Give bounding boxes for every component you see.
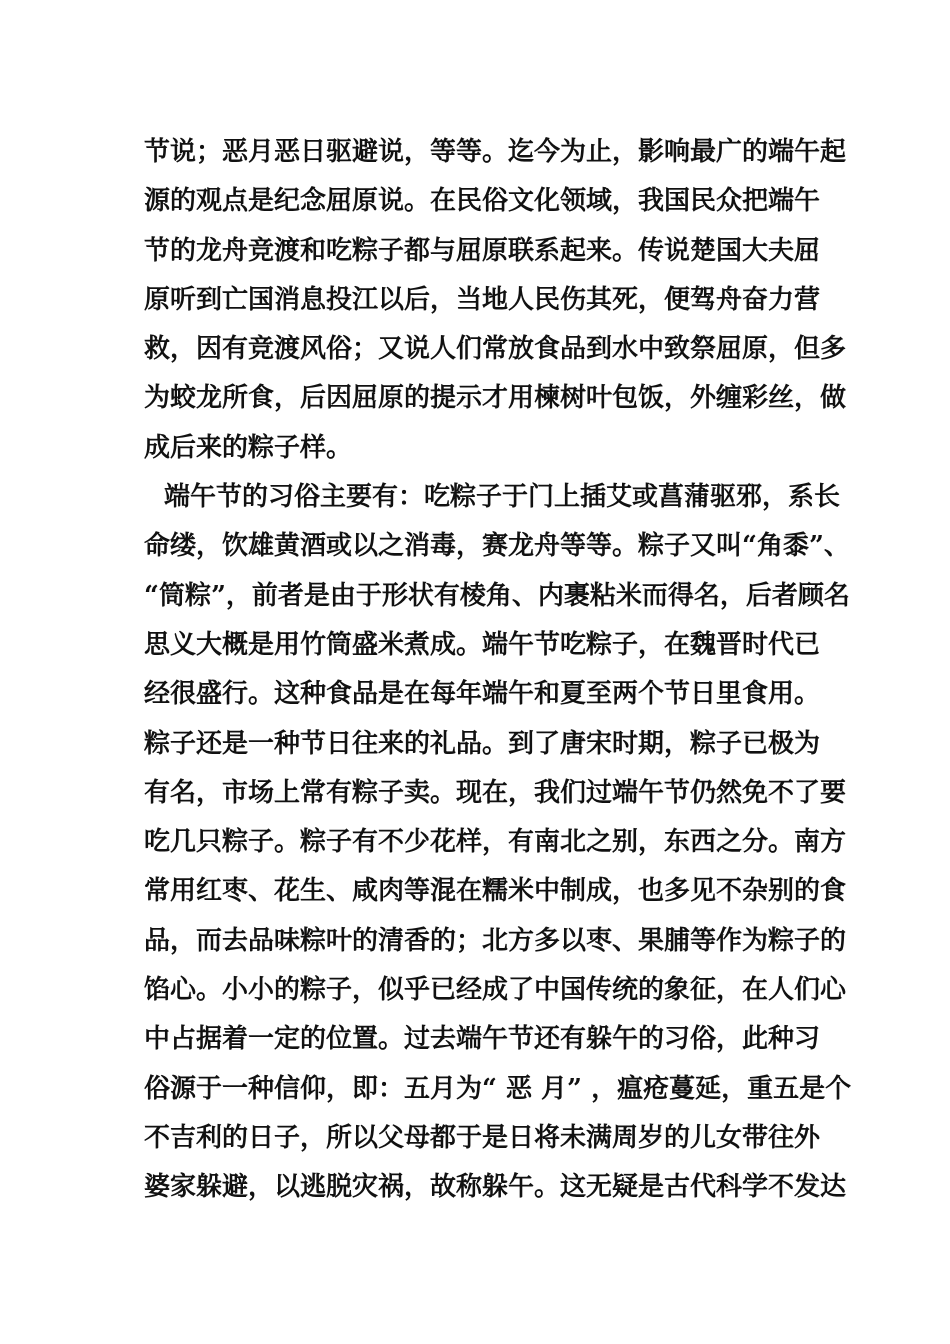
paragraph-1-line-6: 为蛟龙所食，后因屈原的提示才用楝树叶包饭，外缠彩丝，做 — [144, 383, 847, 414]
paragraph-2-line-13: 俗源于一种信仰，即：五月为“ 恶 月” ，瘟疮蔓延，重五是个 — [144, 1073, 852, 1104]
paragraph-2-line-15: 婆家躲避，以逃脱灾祸，故称躲午。这无疑是古代科学不发达 — [144, 1172, 847, 1203]
document-body — [144, 128, 852, 1213]
paragraph-2-line-2: 命缕，饮雄黄酒或以之消毒，赛龙舟等等。粽子又叫“角黍”、 — [144, 531, 850, 562]
paragraph-1-line-1: 节说；恶月恶日驱避说，等等。迄今为止，影响最广的端午起 — [144, 137, 847, 167]
paragraph-2-line-14: 不吉利的日子，所以父母都于是日将未满周岁的儿女带往外 — [144, 1122, 821, 1153]
paragraph-2-line-8: 吃几只粽子。粽子有不少花样，有南北之别，东西之分。南方 — [144, 827, 847, 858]
paragraph-2-line-11: 馅心。小小的粽子，似乎已经成了中国传统的象征，在人们心 — [144, 975, 847, 1006]
paragraph-2-line-6: 粽子还是一种节日往来的礼品。到了唐宋时期，粽子已极为 — [144, 728, 821, 759]
paragraph-2-line-9: 常用红枣、花生、咸肉等混在糯米中制成，也多见不杂别的食 — [144, 876, 847, 907]
paragraph-1-line-3: 节的龙舟竞渡和吃粽子都与屈原联系起来。传说楚国大夫屈 — [144, 235, 821, 266]
paragraph-2-line-10: 品，而去品味粽叶的清香的；北方多以枣、果脯等作为粽子的 — [144, 925, 847, 956]
paragraph-2-line-4: 思义大概是用竹筒盛米煮成。端午节吃粽子，在魏晋时代已 — [144, 629, 821, 660]
paragraph-2-line-7: 有名，市场上常有粽子卖。现在，我们过端午节仍然免不了要 — [144, 777, 847, 808]
paragraph-1-line-4: 原听到亡国消息投江以后，当地人民伤其死，便驾舟奋力营 — [144, 284, 821, 315]
paragraph-2-line-5: 经很盛行。这种食品是在每年端午和夏至两个节日里食用。 — [144, 679, 821, 710]
paragraph-1-line-7: 成后来的粽子样。 — [144, 432, 353, 463]
paragraph-1-line-5: 救，因有竞渡风俗；又说人们常放食品到水中致祭屈原，但多 — [144, 334, 847, 365]
paragraph-1-line-2: 源的观点是纪念屈原说。在民俗文化领域，我国民众把端午 — [144, 186, 821, 217]
paragraph-2-line-12: 中占据着一定的位置。过去端午节还有躲午的习俗，此种习 — [144, 1024, 821, 1055]
paragraph-2-line-1: 端午节的习俗主要有：吃粽子于门上插艾或菖蒲驱邪，系长 — [164, 482, 841, 513]
paragraph-2-line-3: “筒粽”，前者是由于形状有棱角、内裹粘米而得名，后者顾名 — [144, 580, 850, 611]
